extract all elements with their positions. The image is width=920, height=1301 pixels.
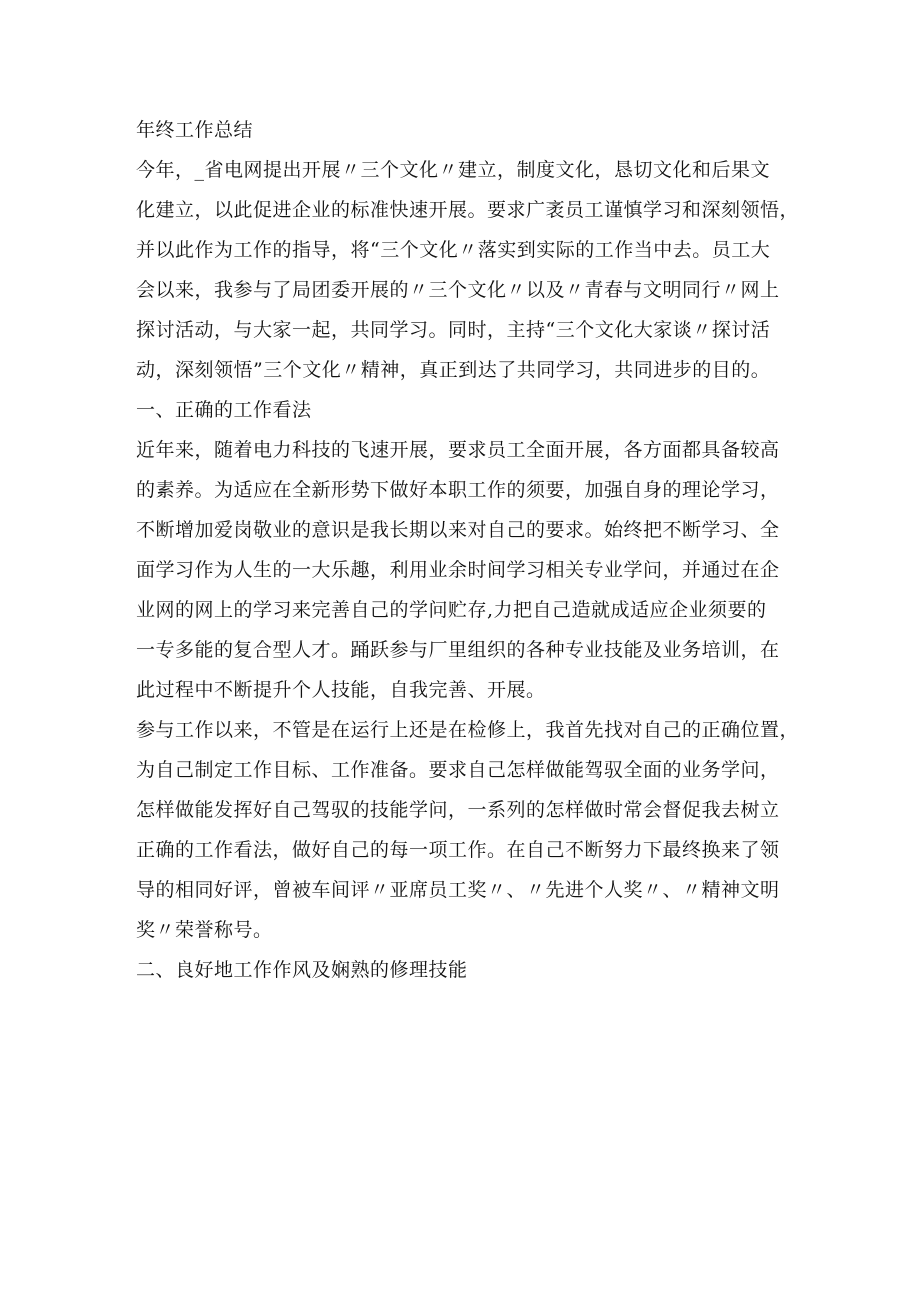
section-heading-1: 一、正确的工作看法 [136, 399, 312, 421]
paragraph-intro [136, 150, 800, 390]
text-line: 会以来，我参与了局团委开展的〃三个文化〃以及〃青春与文明同行〃网上 [136, 279, 780, 301]
text-line: 不断增加爱岗敬业的意识是我长期以来对自己的要求。始终把不断学习、全 [136, 519, 780, 541]
text-line: 奖〃荣誉称号。 [136, 919, 273, 941]
paragraph-section1-a [136, 430, 796, 710]
text-line: 一专多能的复合型人才。踊跃参与厂里组织的各种专业技能及业务培训，在 [136, 639, 780, 661]
text-line: 怎样做能发挥好自己驾驭的技能学问，一系列的怎样做时常会督促我去树立 [136, 799, 780, 821]
section-heading-2: 二、良好地工作作风及娴熟的修理技能 [136, 959, 468, 981]
text-line: 正确的工作看法，做好自己的每一项工作。在自己不断努力下最终换来了领 [136, 839, 780, 861]
text-line: 为自己制定工作目标、工作准备。要求自己怎样做能驾驭全面的业务学问， [136, 759, 780, 781]
text-line: 此过程中不断提升个人技能，自我完善、开展。 [136, 679, 546, 701]
text-line: 今年，_省电网提出开展〃三个文化〃建立，制度文化，恳切文化和后果文 [136, 159, 771, 181]
text-line: 面学习作为人生的一大乐趣，利用业余时间学习相关专业学问，并通过在企 [136, 559, 780, 581]
text-line: 参与工作以来，不管是在运行上还是在检修上，我首先找对自己的正确位置， [136, 719, 800, 741]
text-line: 并以此作为工作的指导，将“三个文化〃落实到实际的工作当中去。员工大 [136, 239, 771, 261]
text-line: 业网的网上的学习来完善自己的学问贮存,力把自己造就成适应企业须要的 [136, 599, 767, 621]
document-title: 年终工作总结 [136, 119, 254, 141]
text-line: 的素养。为适应在全新形势下做好本职工作的须要，加强自身的理论学习， [136, 479, 780, 501]
text-line: 导的相同好评，曾被车间评〃亚席员工奖〃、〃先进个人奖〃、〃精神文明 [136, 879, 780, 901]
text-line: 近年来，随着电力科技的飞速开展，要求员工全面开展，各方面都具备较高 [136, 439, 780, 461]
document-body [136, 110, 800, 990]
text-line: 动，深刻领悟”三个文化〃精神，真正到达了共同学习，共同进步的目的。 [136, 359, 771, 381]
text-line: 化建立，以此促进企业的标准快速开展。要求广袤员工谨慎学习和深刻领悟， [136, 199, 800, 221]
text-line: 探讨活动，与大家一起，共同学习。同时，主持“三个文化大家谈〃探讨活 [136, 319, 771, 341]
paragraph-section1-b [136, 710, 800, 950]
